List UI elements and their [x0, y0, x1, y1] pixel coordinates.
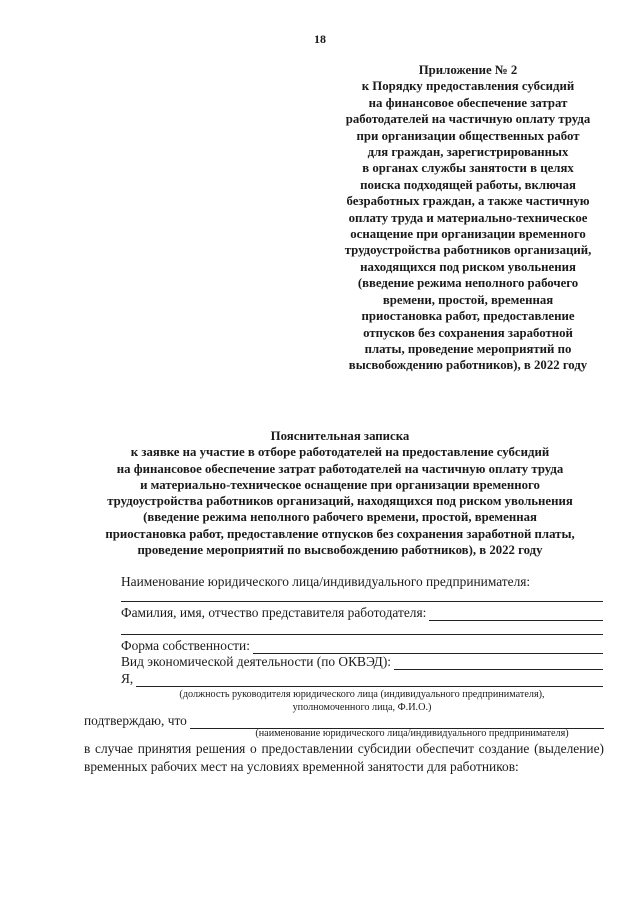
representative-field-continued[interactable]: [121, 634, 603, 635]
i-row: [121, 670, 603, 687]
position-caption-line1: (должность руководителя юридического лица (индивидуального предпринимателя),: [179, 689, 545, 700]
appendix-line: работодателей на частичную оплату труда: [345, 112, 591, 127]
appendix-line: Приложение № 2: [418, 63, 518, 77]
appendix-line: отпусков без сохранения заработной: [363, 325, 573, 340]
appendix-line: в органах службы занятости в целях: [362, 161, 574, 176]
okved-label: Вид экономической деятельности (по ОКВЭД):: [121, 654, 391, 669]
appendix-line: трудоустройства работников организаций,: [344, 243, 592, 258]
page-number: 18: [314, 32, 326, 46]
note-title-line: Пояснительная записка: [270, 429, 410, 443]
appendix-line: безработных граждан, а также частичную: [346, 194, 590, 209]
note-title-line: (введение режима неполного рабочего времени, простой, временная: [143, 510, 537, 525]
okved-row: [121, 653, 603, 670]
appendix-line: на финансовое обеспечение затрат: [368, 95, 568, 110]
ownership-row: [121, 637, 603, 654]
representative-field[interactable]: [429, 608, 603, 621]
note-title-line: и материально-техническое оснащение при организации временного: [140, 477, 540, 492]
org-name-label: Наименование юридического лица/индивидуального предпринимателя:: [121, 574, 531, 589]
org-name-row: [121, 573, 603, 590]
appendix-line: находящихся под риском увольнения: [360, 259, 576, 274]
note-title-line: трудоустройства работников организаций, находящихся под риском увольнения: [107, 494, 573, 509]
okved-field[interactable]: [394, 657, 603, 670]
obligation-paragraph: в случае принятия решения о предоставлении субсидии обеспечит создание (выделение) временных рабочих мест на условиях временной занятости для работников:: [84, 741, 604, 774]
representative-row: [121, 604, 603, 621]
appendix-line: для граждан, зарегистрированных: [367, 145, 569, 160]
note-title-line: на финансовое обеспечение затрат работодателей на частичную оплату труда: [116, 461, 564, 476]
appendix-line: оснащение при организации временного: [350, 227, 586, 242]
appendix-line: (введение режима неполного рабочего: [357, 276, 579, 291]
explanatory-note-title: [70, 428, 610, 558]
confirm-caption: (наименование юридического лица/индивидуального предпринимателя): [255, 728, 569, 739]
appendix-line: оплату труда и материально-техническое: [348, 210, 588, 225]
appendix-line: времени, простой, временная: [382, 292, 554, 307]
position-name-field[interactable]: [136, 674, 603, 687]
i-label: Я,: [121, 671, 134, 686]
appendix-line: к Порядку предоставления субсидий: [361, 79, 575, 94]
appendix-line: платы, проведение мероприятий по: [364, 341, 572, 356]
appendix-line: поиска подходящей работы, включая: [360, 177, 576, 192]
appendix-line: приостановка работ, предоставление: [361, 309, 575, 324]
note-title-line: к заявке на участие в отборе работодателей на предоставление субсидий: [130, 445, 550, 460]
confirm-label: подтверждаю, что: [84, 713, 187, 728]
note-title-line: проведение мероприятий по высвобождению работников), в 2022 году: [137, 543, 543, 558]
appendix-header: [318, 62, 618, 374]
ownership-label: Форма собственности:: [121, 638, 250, 653]
appendix-line: при организации общественных работ: [356, 128, 580, 143]
position-caption-line2: уполномоченного лица, Ф.И.О.): [292, 702, 432, 713]
appendix-line: высвобождению работников), в 2022 году: [348, 358, 588, 373]
representative-label: Фамилия, имя, отчество представителя работодателя:: [121, 605, 427, 620]
org-name-field[interactable]: [121, 601, 603, 602]
note-title-line: приостановка работ, предоставление отпусков без сохранения заработной платы,: [105, 526, 575, 541]
